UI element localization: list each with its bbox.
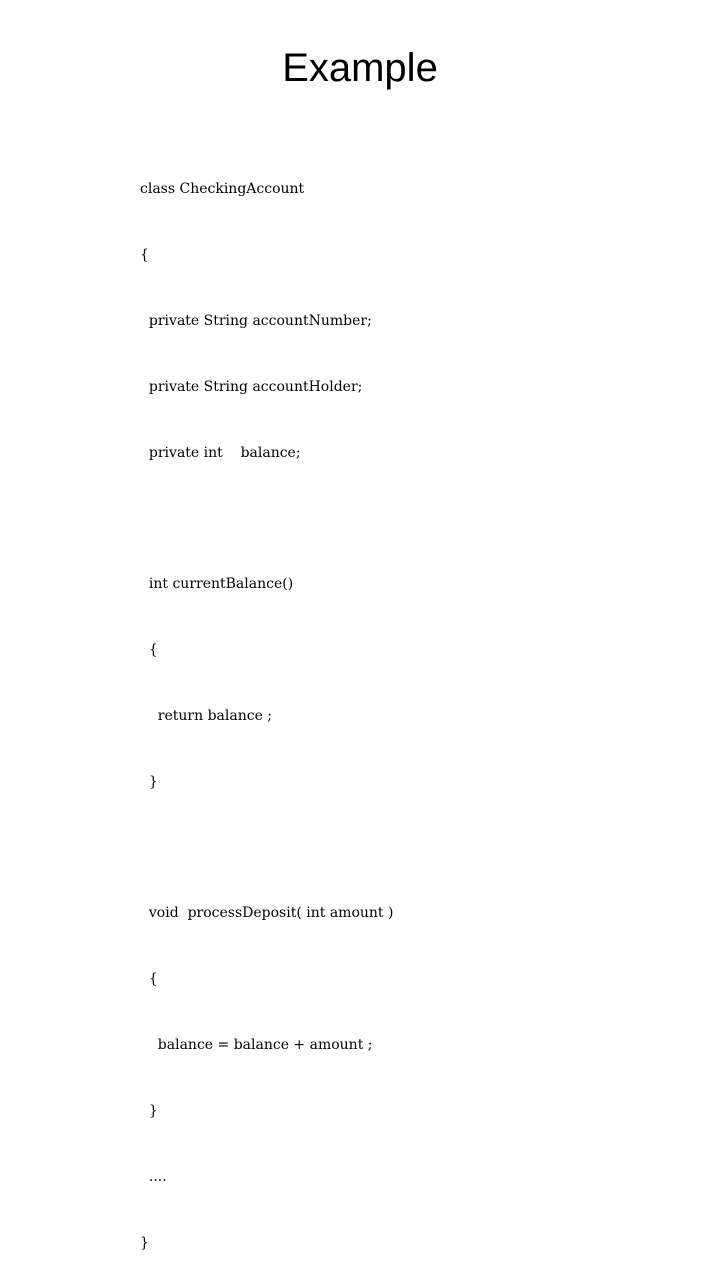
code-line-class-declaration: class CheckingAccount (140, 181, 305, 197)
code-line-class-close-brace: } (140, 1235, 149, 1251)
code-line-field-account-number: private String accountNumber; (140, 313, 372, 329)
code-line-method-close-brace: } (140, 774, 158, 790)
code-line-return-statement: return balance ; (140, 708, 273, 724)
code-line-method-current-balance: int currentBalance() (140, 576, 294, 592)
code-line-blank (140, 837, 393, 858)
code-line-method-open-brace: { (140, 642, 158, 658)
code-line-method-close-brace: } (140, 1103, 158, 1119)
code-line-field-account-holder: private String accountHolder; (140, 379, 363, 395)
code-line-field-balance: private int balance; (140, 445, 301, 461)
code-block (140, 134, 393, 1276)
code-line-ellipsis: .... (140, 1169, 167, 1185)
code-line-assignment-statement: balance = balance + amount ; (140, 1037, 373, 1053)
code-line-method-process-deposit: void processDeposit( int amount ) (140, 905, 394, 921)
code-line-open-brace: { (140, 247, 149, 263)
code-line-blank (140, 508, 393, 529)
code-line-method-open-brace: { (140, 971, 158, 987)
slide-title: Example (282, 46, 438, 90)
